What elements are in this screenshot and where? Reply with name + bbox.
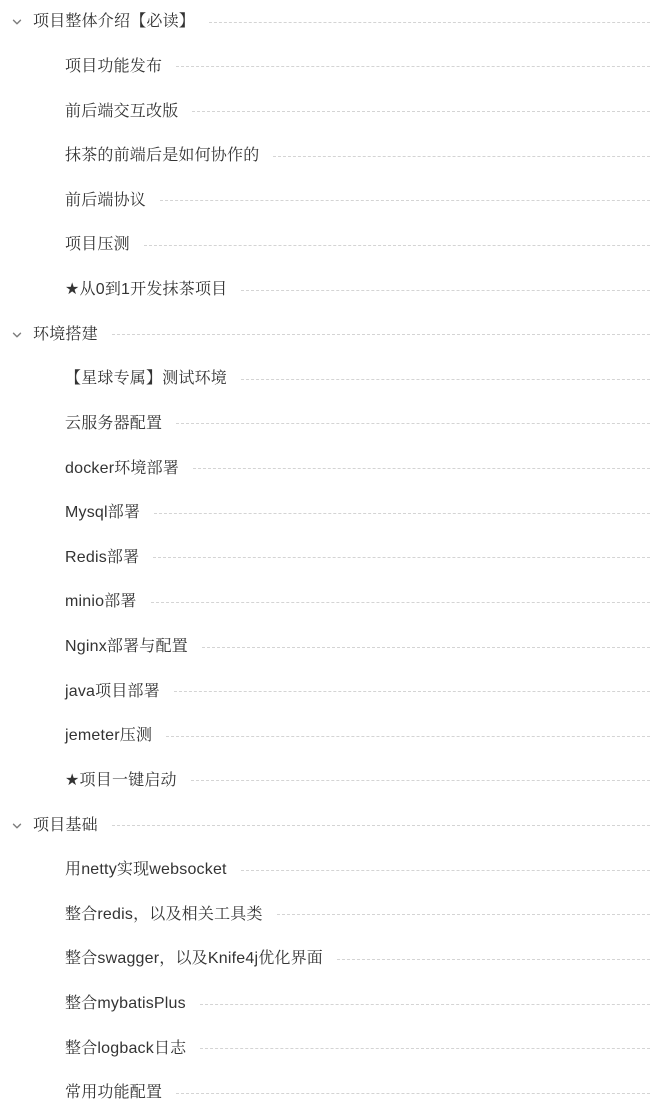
dashed-leader	[200, 1048, 650, 1049]
dashed-leader	[193, 468, 650, 469]
tree-item[interactable]	[0, 669, 665, 714]
tree-item-label: 常用功能配置	[65, 1084, 163, 1102]
tree-item[interactable]	[0, 893, 665, 938]
tree-item[interactable]	[0, 536, 665, 581]
tree-item[interactable]	[0, 89, 665, 134]
dashed-leader	[277, 914, 650, 915]
tree-item[interactable]	[0, 357, 665, 402]
tree-section-header[interactable]	[0, 0, 665, 45]
tree-item[interactable]	[0, 1071, 665, 1116]
section-label: 项目基础	[33, 816, 98, 834]
tree-item-label: ★从0到1开发抹茶项目	[65, 281, 228, 299]
section-label: 环境搭建	[33, 325, 98, 343]
tree-item-label: docker环境部署	[65, 459, 180, 477]
tree-item[interactable]	[0, 402, 665, 447]
tree-item-label: 用netty实现websocket	[65, 861, 227, 879]
dashed-leader	[241, 379, 650, 380]
tree-item-label: 云服务器配置	[65, 414, 163, 432]
dashed-leader	[151, 602, 650, 603]
chevron-down-icon[interactable]	[10, 15, 24, 29]
tree-item[interactable]	[0, 134, 665, 179]
tree-item-label: 整合logback日志	[65, 1039, 187, 1057]
dashed-leader	[112, 334, 650, 335]
dashed-leader	[176, 66, 650, 67]
tree-item[interactable]	[0, 446, 665, 491]
tree-item-label: Redis部署	[65, 548, 140, 566]
tree-item-label: 抹茶的前端后是如何协作的	[65, 147, 260, 165]
dashed-leader	[176, 1093, 650, 1094]
tree-item-label: 整合swagger，以及Knife4j优化界面	[65, 950, 323, 968]
dashed-leader	[192, 111, 650, 112]
dashed-leader	[191, 780, 650, 781]
tree-item-label: 前后端协议	[65, 191, 147, 209]
tree-item[interactable]	[0, 937, 665, 982]
tree-item-label: 【星球专属】测试环境	[65, 370, 228, 388]
tree-section-header[interactable]	[0, 803, 665, 848]
dashed-leader	[209, 22, 650, 23]
tree-item[interactable]	[0, 625, 665, 670]
dashed-leader	[174, 691, 650, 692]
dashed-leader	[176, 423, 650, 424]
tree-item-label: 前后端交互改版	[65, 102, 179, 120]
dashed-leader	[166, 736, 650, 737]
dashed-leader	[144, 245, 650, 246]
tree-item[interactable]	[0, 848, 665, 893]
dashed-leader	[153, 557, 650, 558]
section-label: 项目整体介绍【必读】	[33, 13, 196, 31]
tree-item[interactable]	[0, 982, 665, 1027]
chevron-down-icon[interactable]	[10, 328, 24, 342]
dashed-leader	[241, 870, 650, 871]
tree-item[interactable]	[0, 491, 665, 536]
chevron-down-icon[interactable]	[10, 819, 24, 833]
tree-item[interactable]	[0, 1026, 665, 1071]
dashed-leader	[337, 959, 650, 960]
tree-item[interactable]	[0, 580, 665, 625]
tree-item-label: 整合mybatisPlus	[65, 995, 186, 1013]
tree-item-label: ★项目一键启动	[65, 771, 177, 789]
dashed-leader	[154, 513, 650, 514]
dashed-leader	[160, 200, 650, 201]
tree-item-label: 整合redis，以及相关工具类	[65, 905, 263, 923]
dashed-leader	[241, 290, 650, 291]
tree-item-label: jemeter压测	[65, 727, 153, 745]
tree-item-label: 项目功能发布	[65, 57, 163, 75]
dashed-leader	[273, 156, 650, 157]
tree-item-label: minio部署	[65, 593, 137, 611]
dashed-leader	[112, 825, 650, 826]
tree-item-label: java项目部署	[65, 682, 160, 700]
tree-item[interactable]	[0, 45, 665, 90]
tree-item-label: Mysql部署	[65, 504, 141, 522]
tree-item[interactable]	[0, 759, 665, 804]
tree-item[interactable]	[0, 179, 665, 224]
tree-item[interactable]	[0, 714, 665, 759]
tree-item[interactable]	[0, 268, 665, 313]
tree-item-label: Nginx部署与配置	[65, 638, 188, 656]
tree-section-header[interactable]	[0, 312, 665, 357]
dashed-leader	[200, 1004, 650, 1005]
tree-item-label: 项目压测	[65, 236, 130, 254]
dashed-leader	[202, 647, 650, 648]
tree-item[interactable]	[0, 223, 665, 268]
